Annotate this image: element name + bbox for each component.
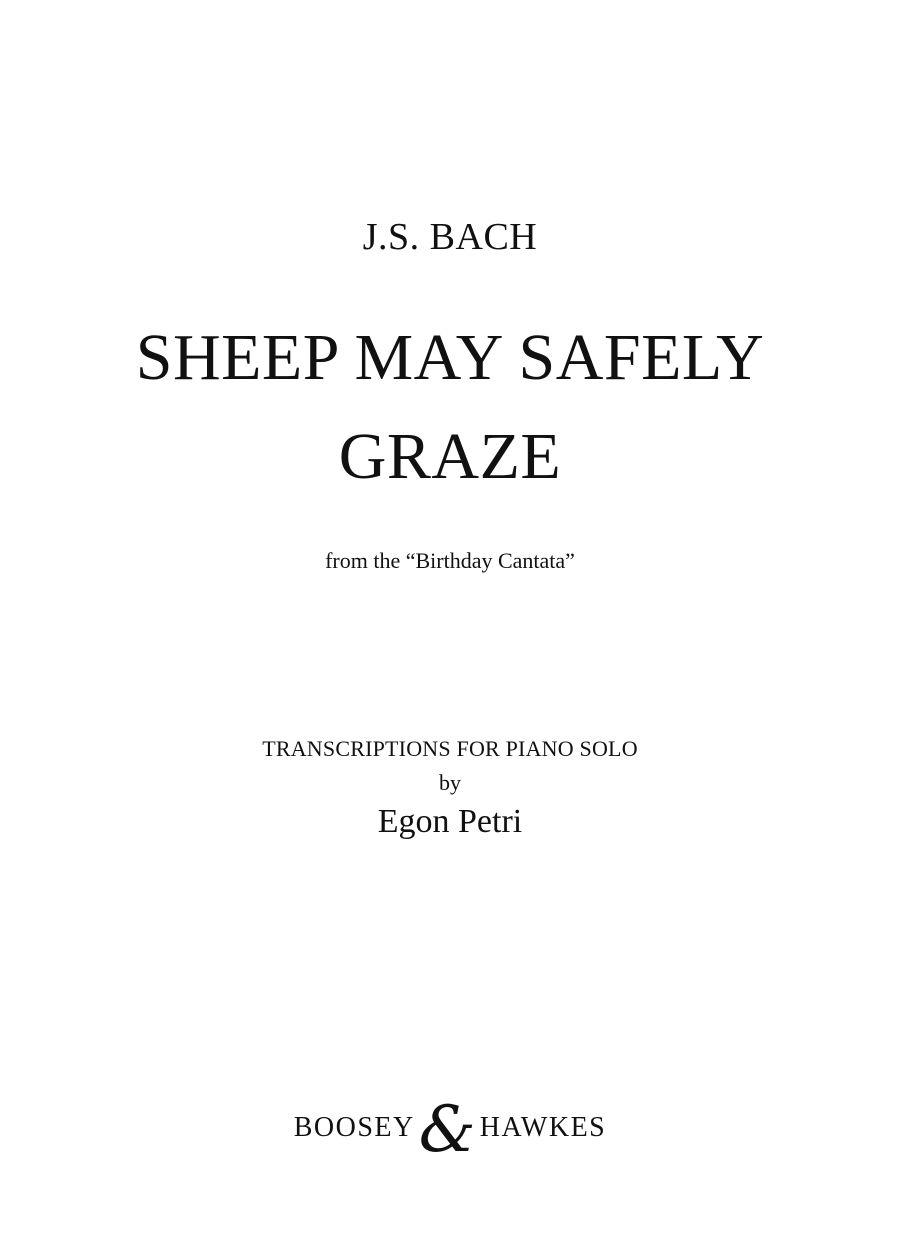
publisher-name-left: BOOSEY bbox=[293, 1112, 415, 1143]
publisher-ampersand: & bbox=[418, 1093, 476, 1167]
transcriptions-label: TRANSCRIPTIONS FOR PIANO SOLO bbox=[262, 736, 638, 761]
composer-name: J.S. BACH bbox=[362, 216, 538, 258]
by-label: by bbox=[439, 770, 461, 795]
publisher-name-right: HAWKES bbox=[479, 1112, 607, 1143]
publisher-logo bbox=[0, 1093, 900, 1167]
arranger-name: Egon Petri bbox=[377, 803, 523, 840]
subtitle: from the “Birthday Cantata” bbox=[325, 548, 575, 573]
title-line-2: GRAZE bbox=[338, 420, 562, 493]
title-line-1: SHEEP MAY SAFELY bbox=[135, 321, 765, 394]
